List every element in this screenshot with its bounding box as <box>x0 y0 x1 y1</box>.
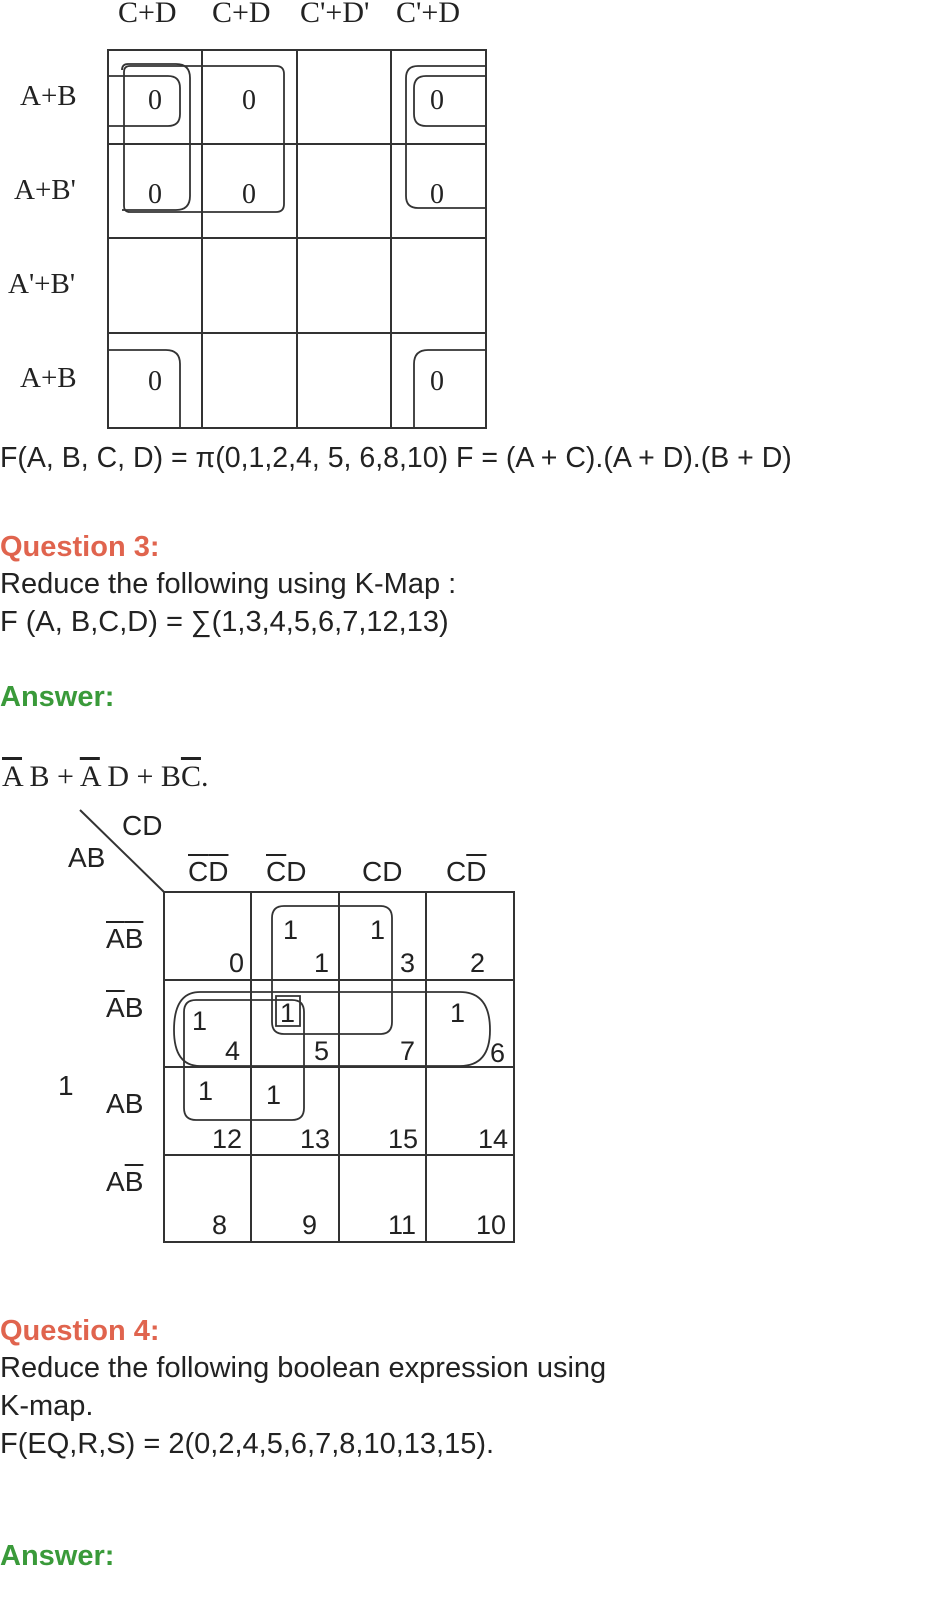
kmap2-index-2-0: 12 <box>212 1124 243 1154</box>
kmap2-value-0-2: 1 <box>370 915 386 945</box>
kmap2-index-3-0: 8 <box>212 1210 228 1240</box>
kmap2-row-header-0: $\overline{A}\overline{B}$ <box>106 923 144 954</box>
question4-title: Question 4: <box>0 1315 160 1347</box>
kmap2-index-2-2: 15 <box>388 1124 419 1154</box>
kmap2-col-header-3: $C\overline{D}$ <box>446 856 487 887</box>
kmap2-side-label: 1 <box>58 1070 74 1101</box>
expr-term2-b: D <box>107 760 129 793</box>
kmap2-value-1-3: 1 <box>450 998 466 1028</box>
kmap1-row-header-0: A+B <box>20 80 77 112</box>
kmap1-col-header-0: C+D <box>118 0 177 29</box>
kmap2-corner-cd: CD <box>122 810 163 841</box>
expr-plus1: + <box>57 760 74 793</box>
kmap2-row-header-2: AB <box>106 1088 144 1119</box>
kmap2-index-0-3: 2 <box>470 948 486 978</box>
kmap1-cell-1-1: 0 <box>242 179 256 210</box>
question4-line3: F(EQ,R,S) = 2(0,2,4,5,6,7,8,10,13,15). <box>0 1428 495 1460</box>
question3-line2: F (A, B,C,D) = ∑(1,3,4,5,6,7,12,13) <box>0 606 449 638</box>
kmap2-index-2-3: 14 <box>478 1124 509 1154</box>
expr-plus2: + <box>136 760 154 793</box>
kmap2-index-1-0: 4 <box>225 1036 241 1066</box>
kmap1-col-header-1: C+D <box>212 0 271 29</box>
kmap2-index-1-3: 6 <box>490 1038 506 1068</box>
kmap2-index-3-2: 11 <box>388 1210 417 1240</box>
kmap1-cell-0-0: 0 <box>148 85 162 116</box>
kmap1-row-header-1: A+B' <box>14 174 76 206</box>
kmap2-col-header-0: $\overline{C}\overline{D}$ <box>188 856 229 887</box>
kmap2-value-2-0: 1 <box>198 1076 214 1106</box>
kmap2-index-0-2: 3 <box>400 948 416 978</box>
kmap1-cell-1-0: 0 <box>148 179 162 210</box>
kmap2-value-1-1: 1 <box>280 998 296 1028</box>
kmap2-row-header-3: $A\overline{B}$ <box>106 1166 144 1197</box>
kmap2-index-3-1: 9 <box>302 1210 318 1240</box>
question3-line1: Reduce the following using K-Map : <box>0 568 457 600</box>
expr-term3-a: B <box>160 760 181 793</box>
answer3-title: Answer: <box>0 681 115 713</box>
question4-line2: K-map. <box>0 1390 94 1422</box>
kmap2-col-header-1: $\overline{C}D$ <box>266 856 307 887</box>
kmap1-cell-0-1: 0 <box>242 85 256 116</box>
expr-end: . <box>200 760 209 793</box>
kmap2-index-3-3: 10 <box>476 1210 507 1240</box>
kmap2-index-0-1: 1 <box>314 948 330 978</box>
kmap1-cell-0-3: 0 <box>430 85 444 116</box>
kmap2-values <box>192 915 465 1110</box>
kmap2-index-2-1: 13 <box>300 1124 331 1154</box>
kmap2-index-0-0: 0 <box>229 948 245 978</box>
kmap1-row-header-2: A'+B' <box>8 268 76 300</box>
kmap1-col-header-3: C'+D <box>396 0 460 29</box>
kmap2-value-0-1: 1 <box>283 915 299 945</box>
kmap1-cell-3-0: 0 <box>148 366 162 397</box>
expr-term3-b: $\overline{C}$ <box>180 760 201 793</box>
kmap2-corner-ab: AB <box>68 842 106 873</box>
answer4-title: Answer: <box>0 1540 115 1572</box>
expr-term1-b: B <box>29 760 50 793</box>
kmap2-row-header-1: $\overline{A}B$ <box>106 992 144 1023</box>
expr-term2-a: $\overline{A}$ <box>79 760 100 793</box>
q2-result: F(A, B, C, D) = π(0,1,2,4, 5, 6,8,10) F = (A + C).(A + D).(B + D) <box>0 442 792 474</box>
kmap1-row-header-3: A+B <box>20 362 77 394</box>
kmap2-value-2-1: 1 <box>266 1080 282 1110</box>
question4-line1: Reduce the following boolean expression using <box>0 1352 607 1384</box>
kmap1-cell-3-3: 0 <box>430 366 444 397</box>
kmap1-cell-1-3: 0 <box>430 179 444 210</box>
kmap2-value-1-0: 1 <box>192 1006 208 1036</box>
question3-title: Question 3: <box>0 531 160 563</box>
kmap2-index-1-2: 7 <box>400 1036 416 1066</box>
kmap2-index-1-1: 5 <box>314 1036 330 1066</box>
kmap1-col-header-2: C'+D' <box>300 0 370 29</box>
kmap2-col-header-2: CD <box>362 856 403 887</box>
expr-term1-a: $\overline{A}$ <box>2 760 23 793</box>
